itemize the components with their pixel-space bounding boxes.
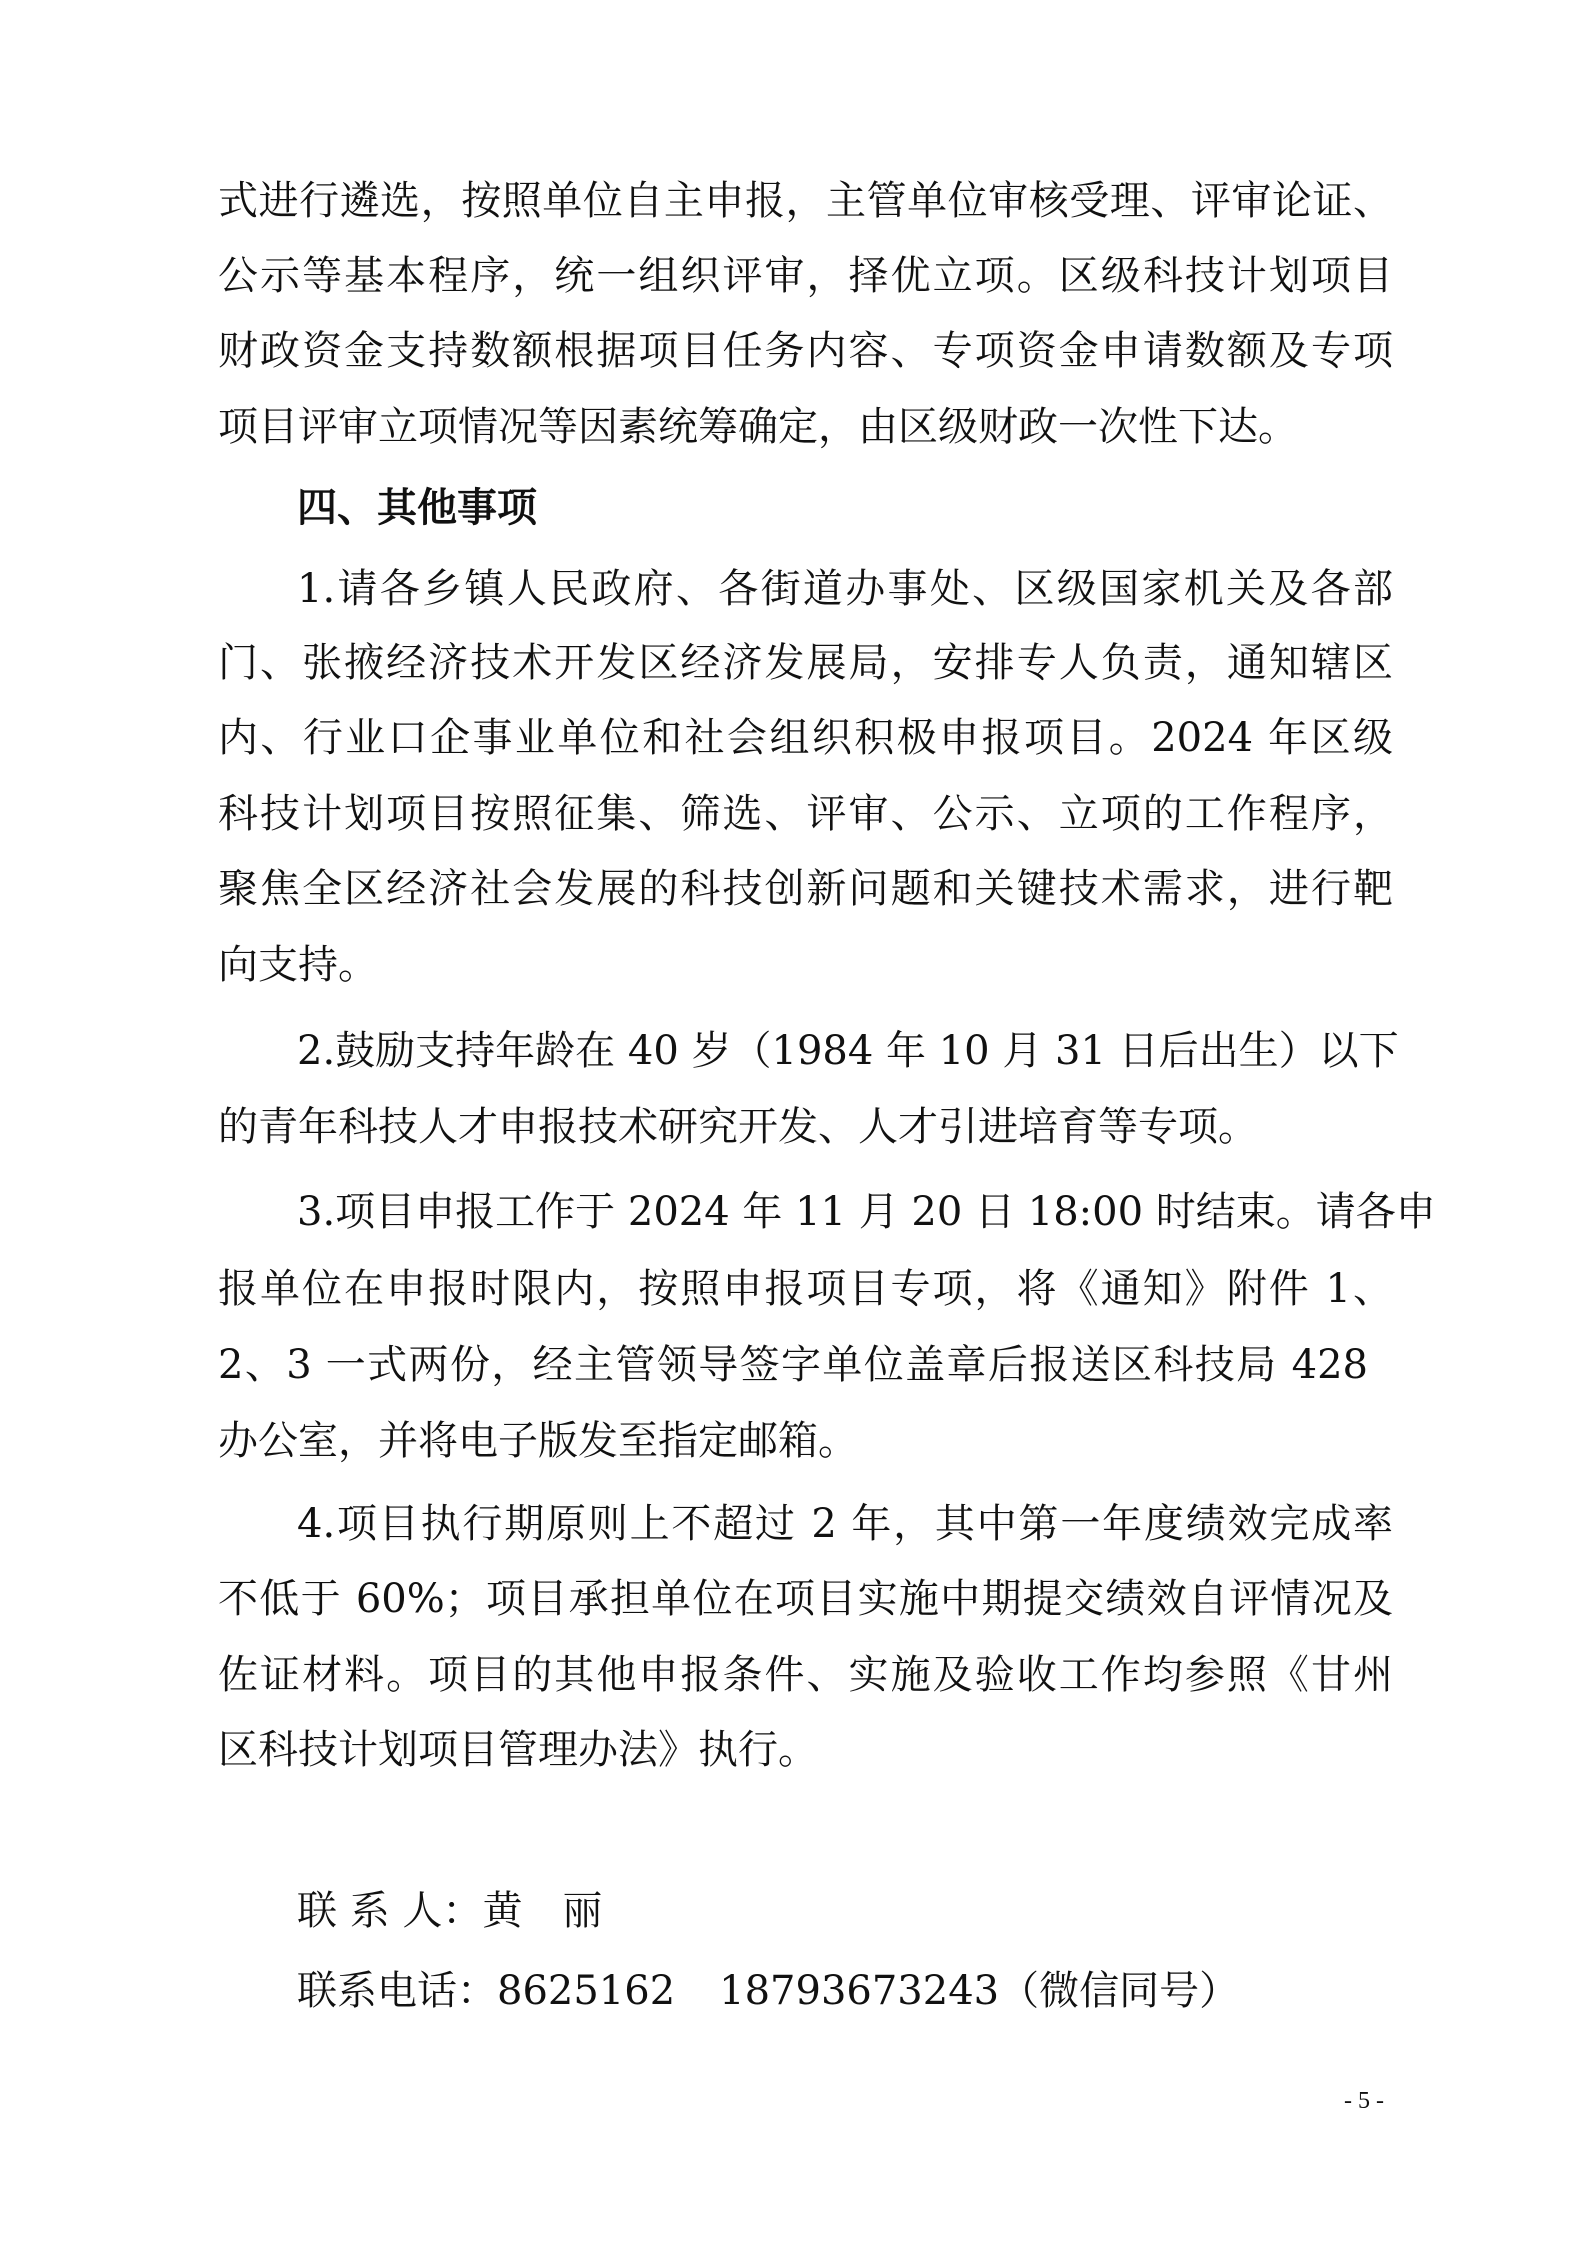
paragraph-line: 向支持。 <box>218 942 378 988</box>
paragraph-line: 区科技计划项目管理办法》执行。 <box>218 1727 818 1773</box>
paragraph-line: 科技计划项目按照征集、筛选、评审、公示、立项的工作程序， <box>218 791 1393 837</box>
paragraph-line: 财政资金支持数额根据项目任务内容、专项资金申请数额及专项 <box>218 328 1393 374</box>
paragraph-line: 佐证材料。项目的其他申报条件、实施及验收工作均参照《甘州 <box>218 1652 1393 1698</box>
paragraph-line: 内、行业口企事业单位和社会组织积极申报项目。2024 年区级 <box>218 715 1393 761</box>
paragraph-line: 2.鼓励支持年龄在 40 岁（1984 年 10 月 31 日后出生）以下 <box>297 1028 1399 1074</box>
paragraph-line: 不低于 60%；项目承担单位在项目实施中期提交绩效自评情况及 <box>218 1576 1393 1622</box>
paragraph-line: 报单位在申报时限内，按照申报项目专项，将《通知》附件 1、 <box>218 1266 1393 1312</box>
paragraph-line: 的青年科技人才申报技术研究开发、人才引进培育等专项。 <box>218 1104 1258 1150</box>
contact-phone <box>297 1966 1239 2016</box>
paragraph-line: 项目评审立项情况等因素统筹确定，由区级财政一次性下达。 <box>218 404 1298 450</box>
paragraph-line: 聚焦全区经济社会发展的科技创新问题和关键技术需求，进行靶 <box>218 866 1393 912</box>
paragraph-line: 办公室，并将电子版发至指定邮箱。 <box>218 1418 858 1464</box>
paragraph-line: 门、张掖经济技术开发区经济发展局，安排专人负责，通知辖区 <box>218 640 1393 686</box>
section-heading: 四、其他事项 <box>297 485 537 531</box>
contact-phone-label: 联系电话： <box>297 1968 497 2014</box>
paragraph-line: 1.请各乡镇人民政府、各街道办事处、区级国家机关及各部 <box>297 566 1393 612</box>
paragraph-line: 式进行遴选，按照单位自主申报，主管单位审核受理、评审论证、 <box>218 178 1393 224</box>
paragraph-line: 4.项目执行期原则上不超过 2 年，其中第一年度绩效完成率 <box>297 1501 1393 1547</box>
contact-phone-office: 8625162 <box>497 1968 676 2014</box>
paragraph-line: 2、3 一式两份，经主管领导签字单位盖章后报送区科技局 428 <box>218 1342 1368 1388</box>
contact-person-name: 黄 丽 <box>482 1888 603 1934</box>
page-number: - 5 - <box>1344 2088 1384 2114</box>
contact-person-label: 联 系 人： <box>297 1888 483 1934</box>
contact-person <box>297 1886 602 1936</box>
paragraph-line: 公示等基本程序，统一组织评审，择优立项。区级科技计划项目 <box>218 253 1393 299</box>
contact-phone-mobile: 18793673243（微信同号） <box>719 1968 1240 2014</box>
paragraph-line: 3.项目申报工作于 2024 年 11 月 20 日 18:00 时结束。请各申 <box>297 1189 1436 1235</box>
